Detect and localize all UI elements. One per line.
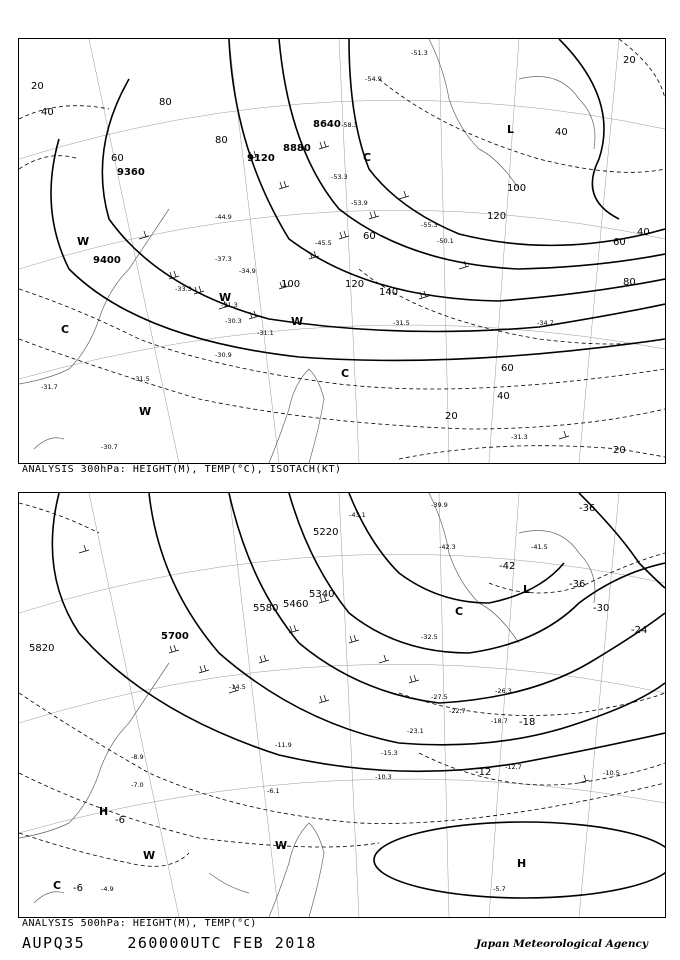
center-symbol: C	[455, 605, 464, 618]
temp-label: -31.3	[511, 433, 528, 441]
isotach-label: 40	[637, 227, 650, 238]
temp-label: -10.5	[603, 769, 620, 777]
temp-label: -15.3	[381, 749, 398, 757]
agency-name: Japan Meteorological Agency	[475, 938, 648, 950]
height-label: 5220	[313, 527, 339, 538]
temp-label: -42.3	[439, 543, 456, 551]
temp-label: -44.9	[215, 213, 232, 221]
height-label: 5340	[309, 589, 335, 600]
center-symbol: W	[219, 291, 232, 304]
height-label: 5820	[29, 643, 55, 654]
isotach-label: 120	[345, 279, 365, 290]
temp-label: -12.7	[505, 763, 522, 771]
isotherm-label: -36	[579, 503, 596, 514]
chart-identifier	[22, 934, 317, 952]
isotach-label: 140	[379, 287, 399, 298]
isotach-label: 40	[497, 391, 510, 402]
chart-datetime: 260000UTC FEB 2018	[127, 934, 317, 952]
center-symbol: H	[99, 805, 109, 818]
height-label: 9120	[247, 153, 275, 164]
isotach-label: 20	[613, 445, 626, 456]
center-symbol: L	[523, 583, 531, 596]
center-symbol: L	[507, 123, 515, 136]
temp-label: -31.1	[257, 329, 274, 337]
wind-barbs-500	[79, 545, 589, 783]
temp-label: -31.3	[221, 301, 238, 309]
isotach-label: 20	[31, 81, 44, 92]
temp-label: -34.7	[537, 319, 554, 327]
isotherm-label: -6	[73, 883, 83, 894]
isotach-label: 40	[41, 107, 54, 118]
caption-300hpa: ANALYSIS 300hPa: HEIGHT(M), TEMP(°C), ISOTACH(KT)	[22, 464, 342, 475]
isotach-label: 60	[613, 237, 626, 248]
isotach-label: 80	[215, 135, 228, 146]
isotherm-label: -42	[499, 561, 516, 572]
temp-label: -11.9	[275, 741, 292, 749]
temp-label: -55.3	[421, 221, 438, 229]
isotherm-label: -30	[593, 603, 610, 614]
chart-500hpa	[18, 492, 666, 918]
temp-label: -58.3	[341, 121, 358, 129]
isotach-label: 20	[623, 55, 636, 66]
temp-label: -32.5	[421, 633, 438, 641]
height-label: 8640	[313, 119, 341, 130]
height-label: 9400	[93, 255, 121, 266]
isotach-label: 20	[445, 411, 458, 422]
isotach-label: 100	[281, 279, 301, 290]
chart-300hpa-svg	[19, 39, 665, 463]
isotach-label: 60	[501, 363, 514, 374]
temp-label: -50.1	[437, 237, 454, 245]
isotherm-label: -36	[569, 579, 586, 590]
isotherm-label: -18	[519, 717, 536, 728]
temp-label: -54.9	[365, 75, 382, 83]
height-label: 5580	[253, 603, 279, 614]
temp-label: -30.9	[215, 351, 232, 359]
center-symbol: W	[143, 849, 156, 862]
temp-label: -41.5	[531, 543, 548, 551]
center-symbol: C	[61, 323, 70, 336]
center-symbol: W	[139, 405, 152, 418]
height-contours-500	[52, 493, 665, 898]
height-label: 5700	[161, 631, 189, 642]
center-symbol: W	[275, 839, 288, 852]
center-symbol: C	[341, 367, 350, 380]
isotach-label: 40	[555, 127, 568, 138]
temp-label: -6.1	[267, 787, 280, 795]
center-symbol: C	[53, 879, 62, 892]
center-symbol: W	[291, 315, 304, 328]
temp-label: -27.5	[431, 693, 448, 701]
isotach-label: 60	[111, 153, 124, 164]
temp-label: -4.9	[101, 885, 114, 893]
temp-label: -18.7	[491, 717, 508, 725]
temp-label: -39.9	[431, 501, 448, 509]
temp-label: -22.7	[449, 707, 466, 715]
chart-300hpa	[18, 38, 666, 464]
isotach-label: 80	[623, 277, 636, 288]
temp-label: -51.3	[411, 49, 428, 57]
height-label: 5460	[283, 599, 309, 610]
temp-label: -53.3	[331, 173, 348, 181]
center-symbol: W	[77, 235, 90, 248]
temp-label: -37.3	[215, 255, 232, 263]
temp-label: -31.7	[41, 383, 58, 391]
temp-label: -30.7	[101, 443, 118, 451]
height-label: 9360	[117, 167, 145, 178]
isotach-label: 120	[487, 211, 507, 222]
isotach-label: 80	[159, 97, 172, 108]
temp-label: -8.9	[131, 753, 144, 761]
center-symbol: H	[517, 857, 527, 870]
temp-label: -45.5	[315, 239, 332, 247]
temp-label: -31.5	[393, 319, 410, 327]
temp-label: -5.7	[493, 885, 506, 893]
isotherm-label: -6	[115, 815, 125, 826]
temp-label: -30.3	[225, 317, 242, 325]
temp-label: -14.5	[229, 683, 246, 691]
temp-label: -34.9	[239, 267, 256, 275]
temp-label: -53.9	[351, 199, 368, 207]
temp-label: -10.3	[375, 773, 392, 781]
isotherm-label: -24	[631, 625, 648, 636]
temp-label: -31.5	[133, 375, 150, 383]
temp-label: -43.1	[349, 511, 366, 519]
graticule-300	[19, 39, 665, 463]
chart-code: AUPQ35	[22, 934, 86, 952]
graticule-500	[19, 493, 665, 917]
isotach-label: 60	[363, 231, 376, 242]
temp-label: -7.0	[131, 781, 144, 789]
isotherm-label: -12	[475, 767, 492, 778]
temp-label: -23.1	[407, 727, 424, 735]
caption-500hpa: ANALYSIS 500hPa: HEIGHT(M), TEMP(°C)	[22, 918, 257, 929]
coastline-500	[19, 493, 595, 917]
chart-500hpa-svg	[19, 493, 665, 917]
isotach-label: 100	[507, 183, 527, 194]
temp-label: -26.3	[495, 687, 512, 695]
height-label: 8880	[283, 143, 311, 154]
temp-label: -33.3	[175, 285, 192, 293]
center-symbol: C	[363, 151, 372, 164]
